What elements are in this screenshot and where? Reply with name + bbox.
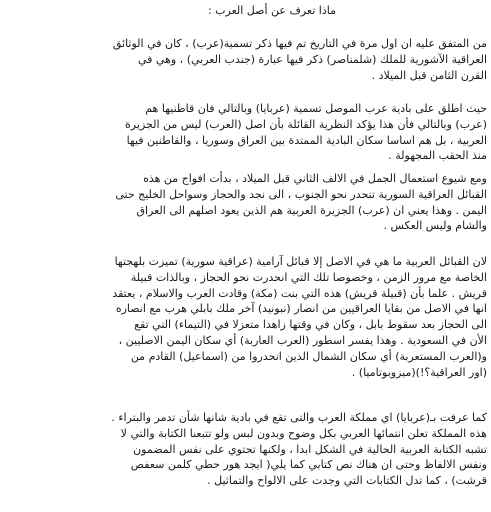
paragraph-4: [0, 254, 491, 380]
paragraph-line: الى الحجاز بعد سقوط بابل ، وكان في وقتها زاهدا متعزلا في (التيماء) التي تقع: [134, 318, 487, 332]
paragraph-line: (اور العراقية؟!)(ميزوبوتاميا) .: [351, 365, 487, 379]
paragraph-line: اليمن . وهذا يعني ان (عرب) الجزيرة العربية هم الذين يعود اصلهم الى العراق: [136, 203, 487, 217]
paragraph-line: العربية ، بل هم اساسا سكان البادية الممتدة بين العراق وسوريا ، والقاطنين فيها: [126, 133, 487, 147]
paragraph-line: القرن الثامن قبل الميلاد .: [371, 68, 487, 82]
paragraph-line: انها في الاصل من بقايا العراقيين من انصار (نبونيد) آخر ملك بابلي هرب مع انصاره: [115, 302, 487, 316]
paragraph-line: قرشت) ، كما تدل الكتابات التي وجدت على الالواح والتماثيل .: [207, 474, 487, 488]
paragraph-line: الخاصة مع مرور الزمن ، وخصوصا تلك التي انحدرت نحو الحجاز ، وبالذات قبيلة: [130, 270, 487, 284]
paragraph-line: قريش . علما بأن (قبيلة قريش) هذه التي بنت (مكة) وقادت العرب والاسلام ، يعتقد: [112, 286, 487, 300]
paragraph-line: لان القبائل العربية ما هي في الاصل إلا قبائل آرامية (عراقية سورية) تميزت بلهجتها: [114, 255, 487, 268]
paragraph-line: كما عرفت بـ(عربايا) اي مملكة العرب والتى تقع في بادية شانها شأن تدمر والبتراء .: [111, 411, 487, 424]
paragraph-2: [0, 101, 491, 164]
paragraph-line: ونفس الالفاظ وحتى ان هناك نص كتابي كما يلي( ايجد هور حطي كلمن سعفص: [130, 458, 487, 472]
paragraph-line: القبائل العراقية السورية تنحدر نحو الجنوب ، الى نجد والحجاز وسواحل الخليج حتى: [115, 187, 487, 201]
paragraph-line: والشام وليس العكس .: [383, 219, 487, 233]
paragraph-line: ومع شيوع استعمال الجمل في الالف الثاني قبل الميلاد ، بدأت افواج من هذه: [143, 172, 487, 185]
paragraph-line: العراقية الآشورية للملك (شلمناصر) ذكر فيها عبارة (جندب العربي) ، وهي في: [137, 52, 487, 66]
paragraph-line: حيث اطلق على بادية عرب الموصل تسمية (عربايا) وبالتالي فان قاطنيها هم: [145, 102, 487, 115]
paragraph-line: هذه المملكة تعلن انتمائها العربي بكل وضوح وبدون لبس ولو تتبعنا الكتابة والتي لا: [120, 426, 487, 440]
paragraph-line: منذ الحقب المجهولة .: [388, 149, 487, 163]
paragraph-line: و(العرب المستعربة) أي سكان الشمال الذين انحدروا من (اسماعيل) القادم من: [130, 349, 487, 363]
paragraph-5: [0, 410, 491, 489]
paragraph-line: تشبه الكتابة العربية الحالية في الشكل ابدا ، ولكنها تحتوي على نفس المضمون: [133, 442, 487, 456]
heading-text: ماذا تعرف عن أصل العرب :: [207, 4, 336, 17]
paragraph-1: [0, 36, 491, 83]
paragraph-line: الأن في السعودية . وهذا يفسر اسطور (العرب العاربة) أي سكان اليمن الاصليين ،: [118, 333, 487, 347]
paragraph-line: من المتفق عليه ان اول مرة في التاريخ تم فيها ذكر تسمية(عرب) ، كان في الوثائق: [112, 37, 487, 50]
paragraph-3: [0, 171, 491, 234]
paragraph-line: (عرب) وبالتالي فأن هذا يؤكد النظرية القائلة بأن اصل (العرب) ليس من الجزيرة: [125, 117, 487, 131]
